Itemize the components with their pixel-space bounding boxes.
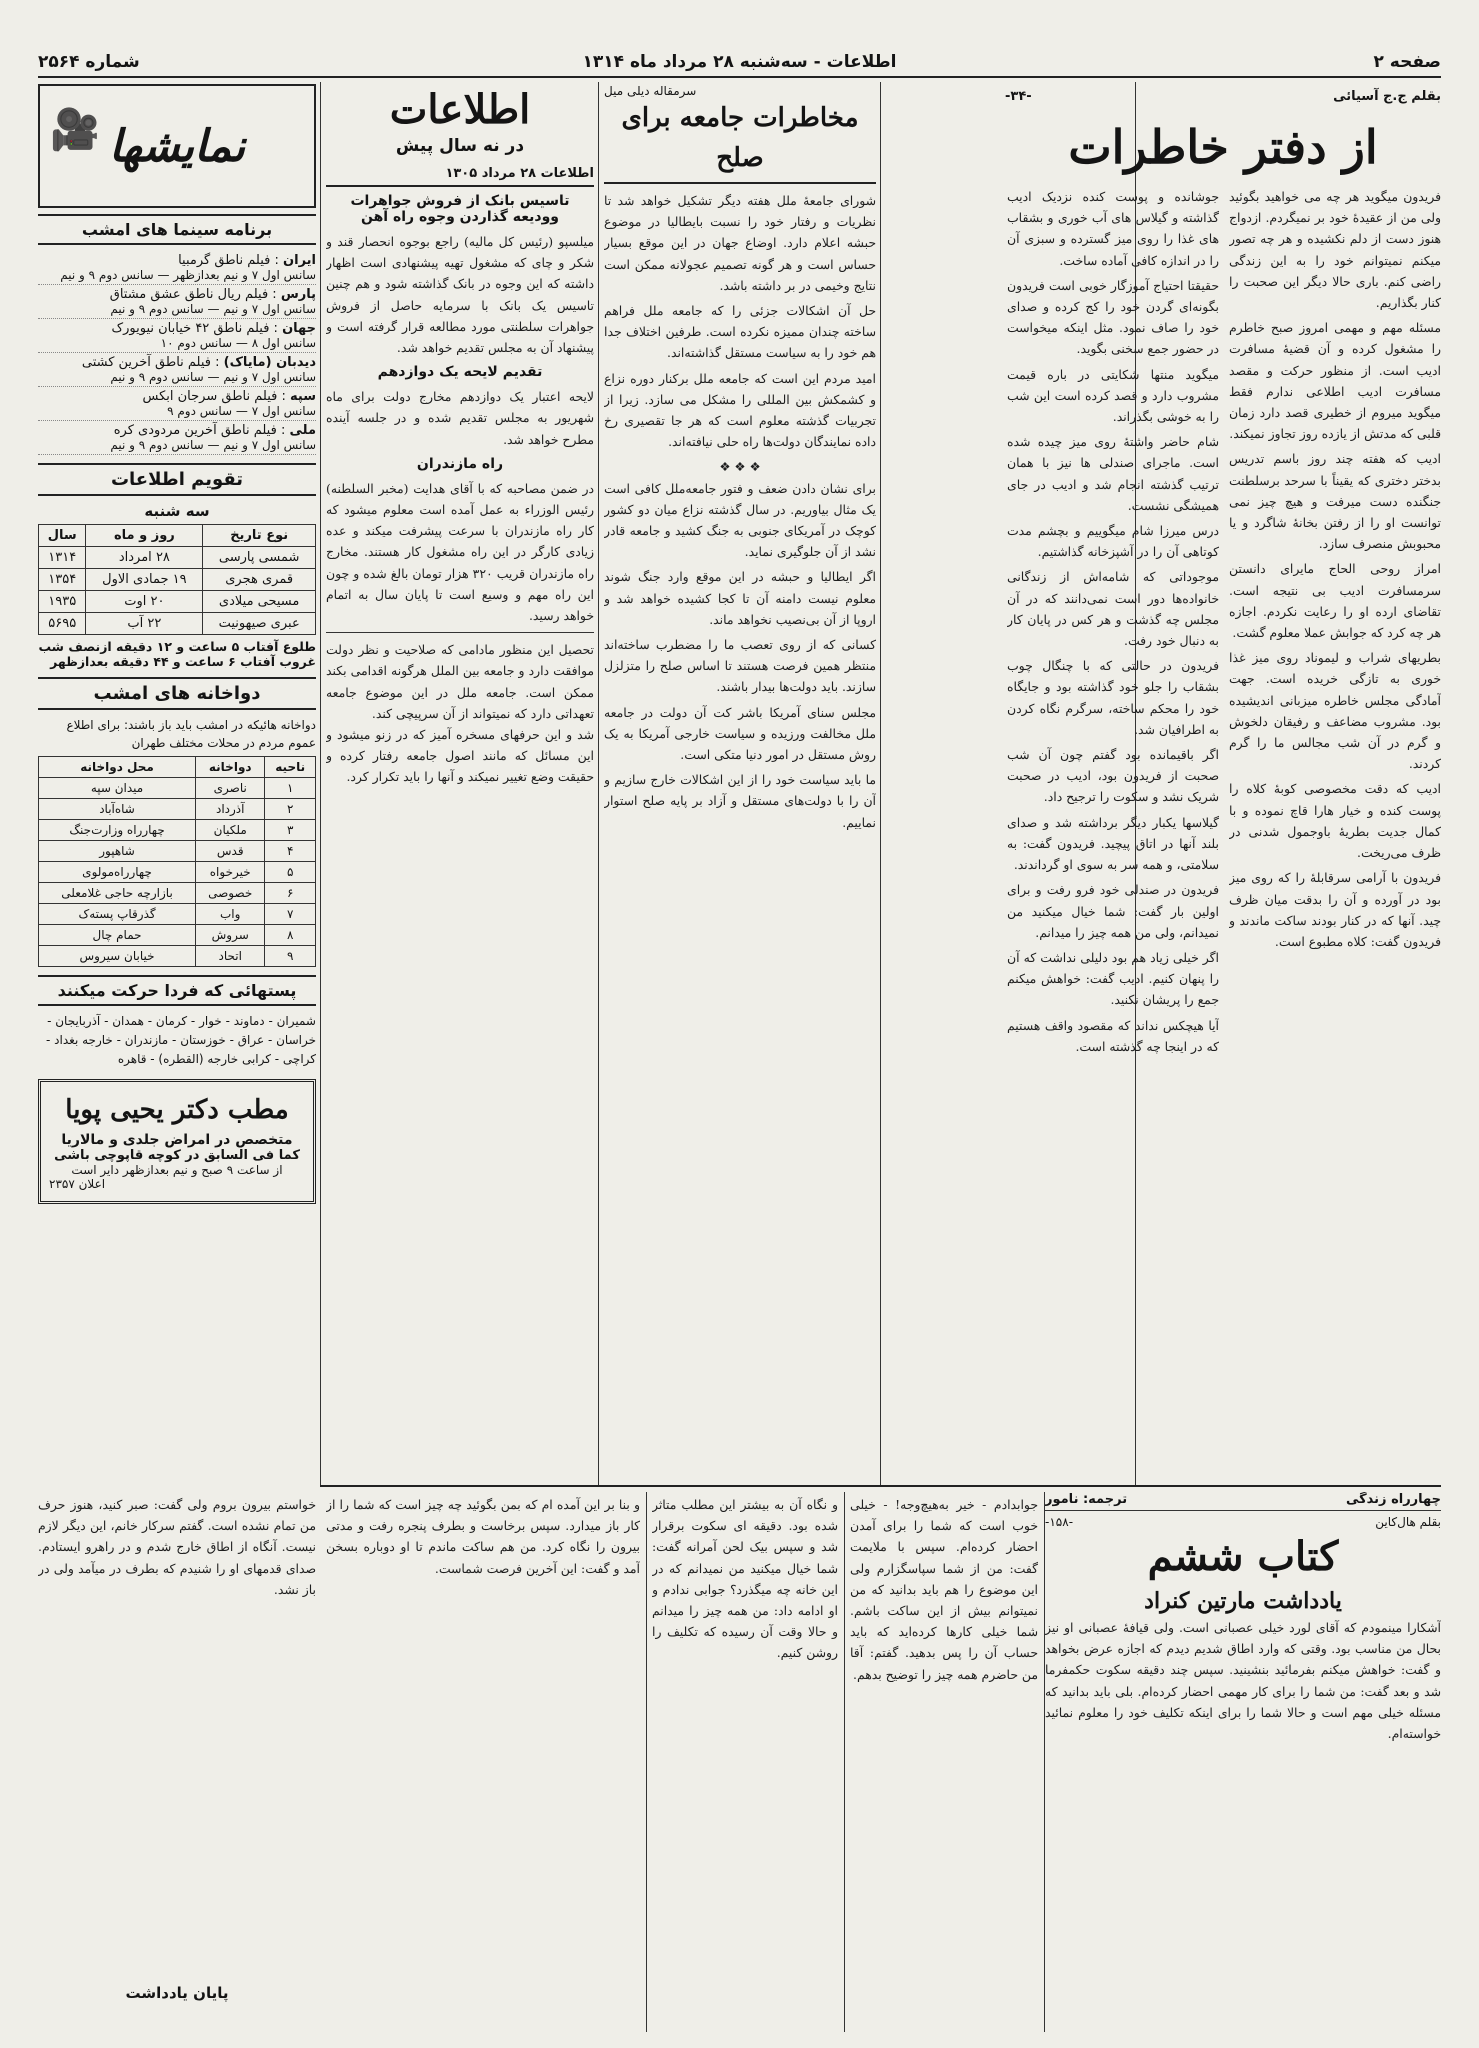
paragraph: فریدون با آرامی سرقابلهٔ را که روی میز بود در آورده و آن را بدقت میان ظرف چید. آنها که در کنار بودند ساکت ماندند و فریدون گفت: کلاه مطبوع است. <box>1229 870 1441 949</box>
cinema-list <box>38 251 316 455</box>
memoir-byline: بقلم ج.ج آسیائی <box>1333 88 1441 104</box>
serial-translator: ترجمه: نامور <box>1045 1492 1128 1507</box>
editorial-section <box>604 84 876 1484</box>
table-cell: گذرقاپ پسته‌ک <box>39 904 196 925</box>
column-rule <box>320 82 321 1485</box>
table-cell: اتحاد <box>196 946 265 967</box>
table-cell: قمری هجری <box>203 569 316 591</box>
film-camera-icon: 🎥 <box>50 107 100 153</box>
serial-body: جوابدادم - خیر به‌هیچ‌وجه! - خیلی خوب است که شما را برای آمدن احضار کرده‌ام. سپس با ملایمت گفت: من از شما سپاسگزارم ولی این موضوع را هم باید بدانید که من نمیتوانم بیش از این ساکت باشم. شما خیلی کارها کرده‌اید که باید حساب آن را پس بدهید. گفتم: آقا من حاضرم همه چیز را توضیح بدهم. <box>850 1497 1038 1682</box>
logo-text: نمایشها <box>108 120 246 172</box>
serial-body: خواستم بیرون بروم ولی گفت: صبر کنید، هنوز حرف من تمام نشده است. گفتم سرکار خانم، این دیگر لازم نیست. آنگاه از اطاق خارج شدم و در راهرو ایستادم. صدای قدمهای او را شنیدم که بطرف در میآمد ولی در باز نشد. <box>38 1497 316 1597</box>
section-divider <box>320 1485 1441 1487</box>
paragraph: برای نشان دادن ضعف و فتور جامعه‌ملل کافی است یک مثال بیاوریم. در سال گذشته نزاع میان دو کشور کوچک در آمریکای جنوبی به جنگ کشید و جامعه قادر نشد از آن جلوگیری نماید. <box>604 480 876 560</box>
paragraph: بطریهای شراب و لیموناد روی میز غذا خوری به تازگی خریده است. جهت آمادگی مجلس خاطره میزبانی اندیشیده بود. مشروب مضاعف و رفیقان دلخوش و گرم در آن شب مجالس ما را گرم کردند. <box>1229 650 1441 772</box>
past-body: در ضمن مصاحبه که با آقای هدایت (مخبر السلطنه) رئیس الوزراء به عمل آمده است معلوم میشود که کار راه مازندران با سرعت پیشرفت میکند و عده زیادی کارگر در این راه مشغول کار هستند. مخارج راه مازندران قریب ۳۲۰ هزار تومان بالغ شده و چون این راه مهم و وسیع است تا پایان سال به اتمام خواهد رسید. <box>326 480 594 624</box>
table-cell: ۸ <box>265 925 316 946</box>
column-header: محل دواخانه <box>39 757 196 778</box>
paragraph: مسئله مهم و مهمی امروز صبح خاطرم را مشغول کرده و آن قضیهٔ مسافرت ادیب است. از منظور حرکت و مقصد مسافرت ادیب اطلاعی ندارم فقط میگوید میروم از خطیری قصد دارد زمان قلبی که مدتش از یازده روز تجاوز نمیکند. <box>1229 320 1441 442</box>
theaters-logo <box>38 84 316 208</box>
past-headline: تقدیم لایحه یک دوازدهم <box>377 364 543 381</box>
paragraph: حقیقتا احتیاج آموزگار خوبی است فریدون بگونه‌ای گردن خود را کج کرده و صدای خود را صاف نمود. مثل اینکه میخواست در حضور جمع سخنی بگوید. <box>1007 277 1219 357</box>
table-cell: شاهپور <box>39 841 196 862</box>
past-subtitle: در نه سال پیش <box>395 136 525 156</box>
paragraph: امید مردم این است که جامعه ملل برکنار دوره نزاع و کشمکش بین المللی را مشکل می سازد. زیرا از تجربیات گذشته معلوم است که هر جا تقصیری رخ داده نمایندگان دولت‌ها راه حلی نیافته‌اند. <box>604 370 876 450</box>
memoir-col1 <box>1229 186 1441 1476</box>
cinema-name: جهان <box>282 321 316 336</box>
film-title: فیلم ناطق سرجان ابکس <box>142 389 278 404</box>
table-cell: میدان سپه <box>39 778 196 799</box>
table-cell: ۱۹ جمادی الاول <box>86 569 203 591</box>
past-body: تحصیل این منظور مادامی که صلاحیت و نظر دولت موافقت دارد و جامعه بین الملل هرگونه اقدامی بکند ممکن است. جامعه ملل در این موضوع جامعه تعهداتی دارد که نمیتواند از آن سرپیچی کند. <box>326 642 594 721</box>
table-cell: ۴ <box>265 841 316 862</box>
serial-author: بقلم هال‌کاین <box>1375 1515 1441 1529</box>
serial-header-col <box>1045 1492 1441 2032</box>
paragraph: ادیب که هفته چند روز باسم تدریس بدختر دختری که یقیناً با سرحد برسلطنت جنگنده دست میرفت و هیچ چیز نمی توانست او را از رفتن بخانهٔ شاگرد و یا محبوبش منصرف سازد. <box>1229 451 1441 552</box>
editorial-label: سرمقاله دیلی میل <box>604 84 697 98</box>
paragraph: شام حاضر واشتهٔ روی میز چیده شده است. ماجرای صندلی ها نیز با همان ترتیب گذشته انجام شد و ادیب در جای همیشگی نشست. <box>1007 434 1219 513</box>
table-row <box>39 904 316 925</box>
pharmacies-note: دواخانه هائیکه در امشب باید باز باشند: برای اطلاع عموم مردم در محلات مختلف طهران <box>66 718 316 750</box>
paragraph: اگر خیلی زیاد هم بود دلیلی نداشت که آن را پنهان کنیم. ادیب گفت: خواهش میکنم جمع را پریشان نکنید. <box>1007 949 1219 1008</box>
table-cell: چهارراه‌مولوی <box>39 862 196 883</box>
program-title: برنامه سینما های امشب <box>38 214 316 245</box>
table-row <box>39 946 316 967</box>
table-cell: حمام چال <box>39 925 196 946</box>
table-cell: ۲۰ اوت <box>86 591 203 613</box>
paragraph: ادیب که دقت مخصوصی کوبهٔ کلاه را پوست کنده و خیار هارا قاچ نموده و با کمال جدیت بطریهٔ باوجمول شدنی در ظرف می‌ریخت. <box>1229 781 1441 861</box>
paragraph: امراز روحی الحاج مایرای دانستن سرمسافرت ادیب بی نتیجه است. تقاضای ارده او را رعایت نکردم. اجازه هر چه کرد که جوابش عملا معلوم گشت. <box>1229 561 1441 641</box>
table-row <box>39 591 316 613</box>
column-rule <box>1044 1492 1045 2032</box>
memoir-page-marker: -۳۴- <box>1005 88 1032 104</box>
serial-end: پایان یادداشت <box>125 1984 229 2002</box>
ornament: ❖ ❖ ❖ <box>719 459 761 475</box>
table-row <box>39 841 316 862</box>
table-cell: ۲ <box>265 799 316 820</box>
column-rule <box>880 82 881 1485</box>
paragraph: میگوید منتها شکایتی در باره قیمت مشروب دارد و قصد کرده است این شب را به خوشی بگذراند. <box>1007 366 1219 425</box>
pharmacies-table <box>38 756 316 967</box>
column-rule <box>646 1492 647 2032</box>
paper-info: اطلاعات - سه‌شنبه ۲۸ مرداد ماه ۱۳۱۴ <box>582 52 897 72</box>
paragraph: فریدون در صندلی خود فرو رفت و برای اولین بار گفت: شما خیال میکنید من نمیدانم، ولی من همه چیز را میدانم. <box>1007 882 1219 940</box>
editorial-title: مخاطرات جامعه برای صلح <box>604 98 876 184</box>
table-cell: قدس <box>196 841 265 862</box>
table-cell: ۶ <box>265 883 316 904</box>
showtimes: سانس اول ۷ — سانس دوم ۹ <box>167 404 316 418</box>
film-title: فیلم ناطق آخرین مردودی کره <box>113 423 277 438</box>
cinema-name: پارس <box>280 287 316 302</box>
table-cell: چهارراه وزارت‌جنگ <box>39 820 196 841</box>
table-header-row <box>39 525 316 547</box>
table-header-row <box>39 757 316 778</box>
serial-body: آشکارا مینمودم که آقای لورد خیلی عصبانی است. ولی قیافهٔ عصبانی او نیز بحال من مناسب بود. وقتی که وارد اطاق شدیم دیدم که اجازه عرض بخواهد و گفت: خواهش میکنم بفرمائید بنشینید. سپس چند دقیقه سکوت حکمفرما شد و بعد گفت: من شما را برای کار مهمی احضار کرده‌ام. بلی باید بدانید که مسئله خیلی مهم است و حالا شما را برای اینکه تکلیف خود را معلوم نمائید خواسته‌ام. <box>1045 1620 1441 1742</box>
table-cell: آذرداد <box>196 799 265 820</box>
paragraph: فریدون در حالتی که با چنگال چوب بشقاب را جلو خود گذاشته بود و جایگاه خود را محکم ساخته، سرگرم نگاه کردن به اطرافیان شد. <box>1007 658 1219 737</box>
table-row <box>39 925 316 946</box>
table-cell: خیرخواه <box>196 862 265 883</box>
column-header: سال <box>39 525 86 547</box>
past-body: لایحه اعتبار یک دوازدهم مخارج دولت برای ماه شهریور به مجلس تقدیم شده و در جلسه آینده مطرح خواهد شد. <box>326 389 594 447</box>
table-cell: ۱۳۵۴ <box>39 569 86 591</box>
serial-subtitle: یادداشت مارتین کنراد <box>1144 1588 1342 1614</box>
table-cell: ۷ <box>265 904 316 925</box>
paragraph: فریدون میگوید هر چه می خواهید بگوئید ولی من از عقیدهٔ خود بر نمیگردم. ازدواج هنوز دست از دلم نکشیده و هر چه تصور میکنم نمیتوانم خود را به این زندگی راضی کنم. باری حالا دیگر این صحبت را کنار بگذاریم. <box>1229 189 1441 311</box>
past-title: اطلاعات <box>389 86 531 133</box>
list-item: ملی : فیلم ناطق آخرین مردودی کره سانس اول ۷ و نیم — سانس دوم ۹ و نیم <box>38 421 316 455</box>
paragraph: جوشانده و پوست کنده نزدیک ادیب گذاشته و گیلاس های آب خوری و بشقاب های غذا را روی میز گسترده و سبزی آن را در اندازه کافی آماده ساخت. <box>1007 189 1219 268</box>
paragraph: کسانی که از روی تعصب ما را مضطرب ساخته‌اند منتظر همین فرصت هستند تا اساس صلح را متزلزل سازند. باید دولت‌ها بیدار باشند. <box>604 637 876 695</box>
table-row <box>39 862 316 883</box>
film-title: فیلم ناطق ۴۲ خیابان نیویورک <box>111 321 270 336</box>
column-header: نوع تاریخ <box>203 525 316 547</box>
table-cell: خیابان سیروس <box>39 946 196 967</box>
table-cell: ۲۲ آب <box>86 613 203 635</box>
page-label: صفحه ۲ <box>1373 52 1441 72</box>
sunrise: طلوع آفتاب ۵ ساعت و ۱۲ دقیقه ازنصف شب <box>38 639 316 654</box>
list-item: پارس : فیلم ریال ناطق عشق مشتاق سانس اول ۷ و نیم — سانس دوم ۹ و نیم <box>38 285 316 319</box>
showtimes: سانس اول ۸ — سانس دوم ۱۰ <box>160 336 316 350</box>
pharmacies-title: دواخانه های امشب <box>38 677 316 710</box>
table-cell: شمسی پارسی <box>203 547 316 569</box>
film-title: فیلم ناطق آخرین کشتی <box>81 355 211 370</box>
table-cell: ۱۹۳۵ <box>39 591 86 613</box>
column-rule <box>844 1492 845 2032</box>
table-row <box>39 613 316 635</box>
sunset: غروب آفتاب ۶ ساعت و ۴۴ دقیقه بعدازظهر <box>50 654 316 669</box>
column-header: دواخانه <box>196 757 265 778</box>
table-cell: سروش <box>196 925 265 946</box>
table-cell: ۱۳۱۴ <box>39 547 86 569</box>
masthead <box>38 48 1441 78</box>
table-cell: ۵ <box>265 862 316 883</box>
table-cell: شاه‌آباد <box>39 799 196 820</box>
table-cell: مسیحی میلادی <box>203 591 316 613</box>
post-title: پستهائی که فردا حرکت میکنند <box>38 975 316 1006</box>
table-row <box>39 547 316 569</box>
paragraph: موجوداتی که شامه‌اش از زندگانی خانواده‌ها دور است نمی‌دانند که در آن مجلس چه گذشت و هر کس در پایان کار به دنبال خود رفت. <box>1007 569 1219 649</box>
cinema-name: ایران <box>283 253 316 268</box>
table-cell: ملکیان <box>196 820 265 841</box>
table-cell: بازارچه حاجی غلامعلی <box>39 883 196 904</box>
table-cell: ۵۶۹۵ <box>39 613 86 635</box>
calendar-day: سه شنبه <box>144 502 210 520</box>
table-row <box>39 820 316 841</box>
serial-section-label: چهارراه زندگی <box>1345 1492 1441 1507</box>
table-cell: ۳ <box>265 820 316 841</box>
table-cell: ناصری <box>196 778 265 799</box>
table-cell: عبری صیهونیت <box>203 613 316 635</box>
past-dateline: اطلاعات ۲۸ مرداد ۱۳۰۵ <box>326 166 594 187</box>
issue-number: شماره ۲۵۶۴ <box>38 52 140 72</box>
column-header: ناحیه <box>265 757 316 778</box>
doctor-ad <box>38 1079 316 1204</box>
paragraph: گیلاسها یکبار دیگر برداشته شد و صدای بلند آنها در اتاق پیچید. فریدون گفت: به سلامتی، و همه سر به سوی او گرداندند. <box>1007 814 1219 873</box>
divider <box>326 632 594 633</box>
list-item: جهان : فیلم ناطق ۴۲ خیابان نیویورک سانس اول ۸ — سانس دوم ۱۰ <box>38 319 316 353</box>
paragraph: حل آن اشکالات جزئی را که جامعه ملل فراهم ساخته چندان ممیزه نکرده است. طرفین اختلاف جدا هم خود را به سیاست مستقل گذاشته‌اند. <box>604 303 876 361</box>
ad-ref: اعلان ۲۳۵۷ <box>49 1177 106 1191</box>
paragraph: شورای جامعهٔ ملل هفته دیگر تشکیل خواهد شد تا نظریات و رفتار خود را نسبت بایطالیا در موضوع حبشه اعلام دارد. اوضاع جهان در این موقع بسیار حساس است و هر گونه تصمیم عجولانه ممکن است نتایج وخیمی در بر داشته باشد. <box>604 193 876 293</box>
paragraph: ما باید سیاست خود را از این اشکالات خارج سازیم و آن را با دولت‌های مستقل و آزاد بر پایه صلح استوار نماییم. <box>604 772 876 830</box>
table-cell: ۲۸ امرداد <box>86 547 203 569</box>
ad-hours: از ساعت ۹ صبح و نیم بعدازظهر دایر است <box>71 1163 283 1177</box>
past-headline: راه مازندران <box>416 455 504 472</box>
table-row <box>39 569 316 591</box>
calendar-table <box>38 524 316 635</box>
ettelaat-past-section <box>326 84 594 1484</box>
table-row <box>39 799 316 820</box>
table-row <box>39 778 316 799</box>
paragraph: اگر باقیمانده بود گفتم چون آن شب صحبت از فریدون بود، ادیب در صحبت شریک نشد و سکوت را ترجیح داد. <box>1007 747 1219 805</box>
ad-address: کما فی السابق در کوچه قاپوچی باشی <box>54 1148 300 1163</box>
list-item: ایران : فیلم ناطق گرمبیا سانس اول ۷ و نیم بعدازظهر — سانس دوم ۹ و نیم <box>38 251 316 285</box>
table-cell: واب <box>196 904 265 925</box>
editorial-body <box>604 190 876 1484</box>
showtimes: سانس اول ۷ و نیم — سانس دوم ۹ و نیم <box>110 302 316 316</box>
cinema-name: دیدبان (مایاک) <box>223 355 316 370</box>
ad-title: مطب دکتر یحیی پویا <box>65 1095 289 1125</box>
column-header: روز و ماه <box>86 525 203 547</box>
past-body: میلسپو (رئیس کل مالیه) راجع بوجوه انحصار قند و شکر و چای که مشغول تهیه پیشنهادی است اظهار داشته که این وجوه در بانک گذاشته شود و هم چنین تاسیس یک بانک با سرمایه حاصل از فروش جواهرات سلطنتی مورد مطالعه قرار گرفته است و پیشنهاد آن به مجلس تقدیم خواهد شد. <box>326 234 594 356</box>
past-headline: تاسیس بانک از فروش جواهرات وودیعه گذاردن وجوه راه آهن <box>350 193 570 225</box>
list-item: دیدبان (مایاک) : فیلم ناطق آخرین کشتی سانس اول ۷ و نیم — سانس دوم ۹ و نیم <box>38 353 316 387</box>
cinema-name: سپه <box>290 389 316 404</box>
ad-specialty: متخصص در امراض جلدی و مالاریا <box>61 1132 293 1148</box>
cinema-name: ملی <box>289 423 316 438</box>
paragraph: اگر ایطالیا و حبشه در این موقع وارد جنگ شوند معلوم نیست دامنه آن تا کجا کشیده خواهد شد و اروپا از آن بی‌نصیب نخواهد ماند. <box>604 569 876 627</box>
serial-last-col <box>38 1494 316 2030</box>
showtimes: سانس اول ۷ و نیم بعدازظهر — سانس دوم ۹ و نیم <box>60 268 316 282</box>
calendar-title: تقویم اطلاعات <box>38 463 316 496</box>
paragraph: درس میرزا شام میگوییم و بچشم مدت کوتاهی آن را در آشپزخانه گذاشتیم. <box>1007 523 1219 560</box>
list-item: سپه : فیلم ناطق سرجان ابکس سانس اول ۷ — سانس دوم ۹ <box>38 387 316 421</box>
serial-page-marker: -۱۵۸- <box>1045 1515 1074 1529</box>
serial-body: و نگاه آن به بیشتر این مطلب متاثر شده بود. دقیقه ای سکوت برقرار شد و سپس بیک لحن آمرانه گفت: شما خیال میکنید من نمیدانم که در این خانه چه میگذرد؟ جوابی ندادم و او ادامه داد: من همه چیز را میدانم و حالا وقت آن رسیده که تکلیف را روشن کنیم. <box>652 1497 838 1661</box>
memoir-section <box>1005 84 1441 1484</box>
memoir-col2 <box>1007 186 1219 1476</box>
post-destinations: شمیران - دماوند - خوار - کرمان - همدان - آذربایجان - خراسان - عراق - خوزستان - مازندران - خارجه بغداد - کراچی - کرابی خارجه (القطره) - قاهره <box>46 1014 316 1066</box>
film-title: فیلم ریال ناطق عشق مشتاق <box>109 287 269 302</box>
paragraph: آیا هیچکس نداند که مقصود واقف هستیم که در اینجا چه گذشته است. <box>1007 1017 1219 1054</box>
film-title: فیلم ناطق گرمبیا <box>178 253 271 268</box>
table-cell: خصوصی <box>196 883 265 904</box>
past-body: شد و این حرفهای مسخره آمیز که در زنو میشود و این مسائل که مانند اصول جامعه رفتار کرده و حقیقت وضع تغییر نمیکند و آنها را باید تکرار کرد. <box>326 727 594 785</box>
serial-title: کتاب ششم <box>1147 1533 1339 1580</box>
paragraph: مجلس سنای آمریکا باشر کت آن دولت در جامعه ملل مخالفت ورزیده و سیاست خارجی آمریکا به یک روش مستقل در امور دنیا متکی است. <box>604 704 876 763</box>
showtimes: سانس اول ۷ و نیم — سانس دوم ۹ و نیم <box>110 438 316 452</box>
table-row <box>39 883 316 904</box>
table-cell: ۹ <box>265 946 316 967</box>
table-cell: ۱ <box>265 778 316 799</box>
memoir-title: از دفتر خاطرات <box>1068 120 1378 174</box>
serial-body: و بنا بر این آمده ام که بمن بگوئید چه چیز است که شما را از کار باز میدارد. سپس برخاست و بطرف پنجره رفت و مدتی بیرون را نگاه کرد. من هم ساکت ماندم تا او دوباره بسخن آمد و گفت: این آخرین فرصت شماست. <box>326 1497 640 1576</box>
column-rule <box>598 82 599 1485</box>
showtimes: سانس اول ۷ و نیم — سانس دوم ۹ و نیم <box>110 370 316 384</box>
